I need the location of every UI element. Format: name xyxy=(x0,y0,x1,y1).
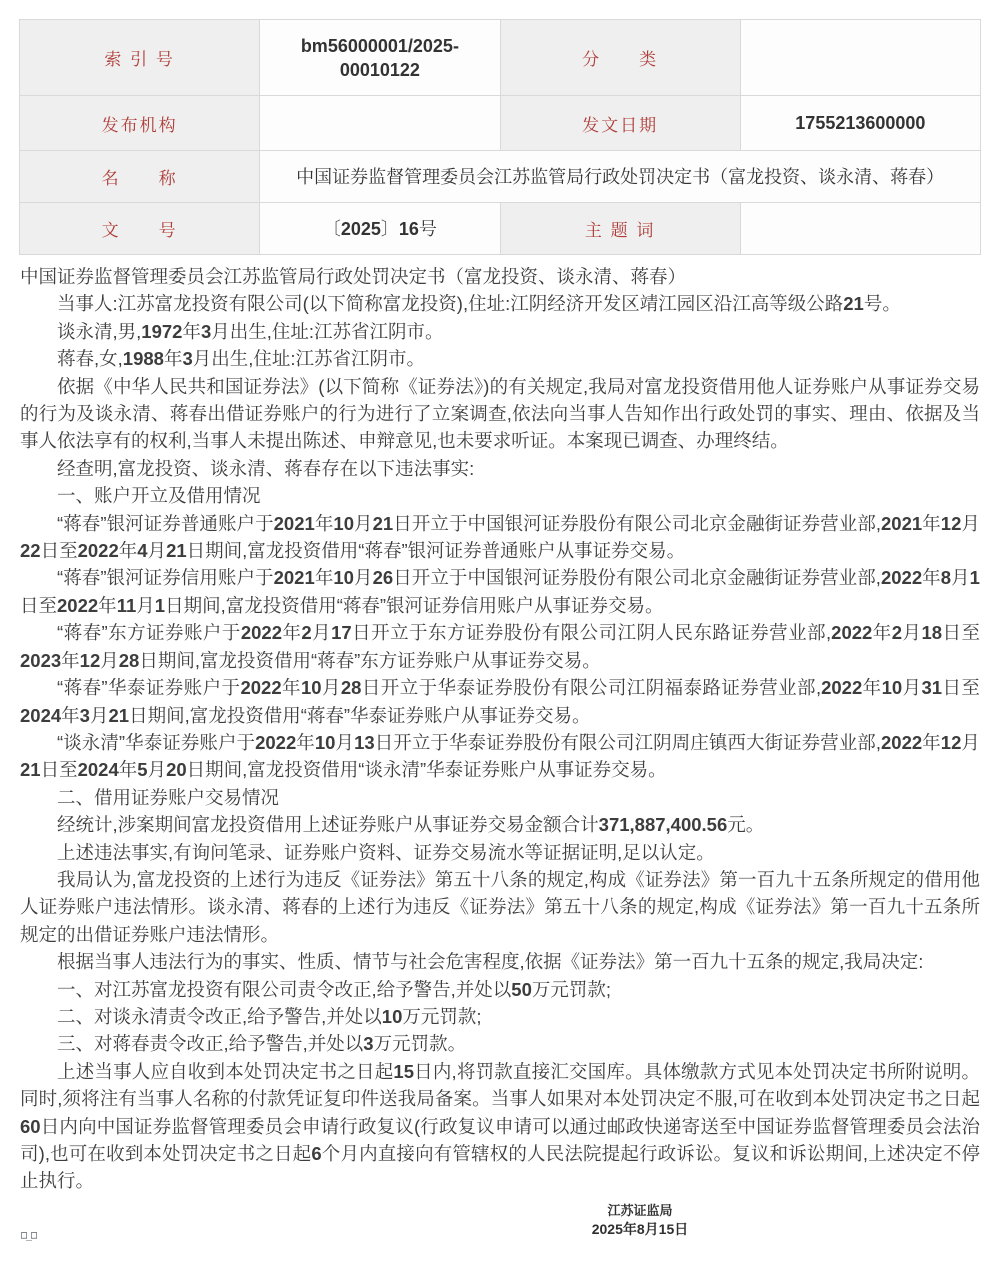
table-row xyxy=(20,151,981,203)
paragraph: “蒋春”银河证券普通账户于2021年10月21日开立于中国银河证券股份有限公司北京金融街证券营业部,2021年12月22日至2022年4月21日期间,富龙投资借用“蒋春”银河证券普通账户从事证券交易。 xyxy=(20,512,980,562)
paragraph: 一、账户开立及借用情况 xyxy=(57,485,261,507)
paragraph: 一、对江苏富龙投资有限公司责令改正,给予警告,并处以50万元罚款; xyxy=(57,978,612,1000)
issue-date-value: 1755213600000 xyxy=(740,96,980,151)
paragraph: “蒋春”东方证券账户于2022年2月17日开立于东方证券股份有限公司江阴人民东路证券营业部,2022年2月18日至2023年12月28日期间,富龙投资借用“蒋春”东方证券账户从事证券交易。 xyxy=(20,622,980,671)
paragraph: 二、对谈永清责令改正,给予警告,并处以10万元罚款; xyxy=(57,1005,482,1027)
title-value: 中国证券监督管理委员会江苏监管局行政处罚决定书（富龙投资、谈永清、蒋春） xyxy=(260,151,981,203)
title-label: 名 称 xyxy=(20,151,260,203)
signature-date: 2025年8月15日 xyxy=(591,1220,689,1237)
document-number-value: 〔2025〕16号 xyxy=(260,203,500,255)
document-number-label: 文 号 xyxy=(20,203,260,255)
paragraph: 上述当事人应自收到本处罚决定书之日起15日内,将罚款直接汇交国库。具体缴款方式见本处罚决定书所附说明。同时,须将注有当事人名称的付款凭证复印件送我局备案。当事人如果对本处罚决定不服,可在收到本处罚决定书之日起60日内向中国证券监督管理委员会申请行政复议(行政复议申请可以通过邮政快递寄送至中国证券监督管理委员会法治司),也可在收到本处罚决定书之日起6个月内直接向有管辖权的人民法院提起行政诉讼。复议和诉讼期间,上述决定不停止执行。 xyxy=(20,1060,980,1192)
table-row xyxy=(20,20,981,96)
signature-issuer: 江苏证监局 xyxy=(607,1202,673,1218)
table-row xyxy=(20,96,981,151)
signature-block xyxy=(280,1201,1000,1239)
category-value xyxy=(740,20,980,96)
issuing-agency-label: 发布机构 xyxy=(20,96,260,151)
paragraph: 当事人:江苏富龙投资有限公司(以下简称富龙投资),住址:江阴经济开发区靖江园区沿江高等级公路21号。 xyxy=(57,293,901,315)
paragraph: “蒋春”银河证券信用账户于2021年10月26日开立于中国银河证券股份有限公司北京金融街证券营业部,2022年8月1日至2022年11月1日期间,富龙投资借用“蒋春”银河证券信用账户从事证券交易。 xyxy=(20,567,980,616)
paragraph: 二、借用证券账户交易情况 xyxy=(57,786,280,808)
keywords-label: 主 题 词 xyxy=(500,203,740,255)
keywords-value xyxy=(740,203,980,255)
paragraph: 根据当事人违法行为的事实、性质、情节与社会危害程度,依据《证券法》第一百九十五条的规定,我局决定: xyxy=(57,951,924,973)
category-label: 分 类 xyxy=(500,20,740,96)
paragraph: “谈永清”华泰证券账户于2022年10月13日开立于华泰证券股份有限公司江阴周庄镇西大街证券营业部,2022年12月21日至2024年5月20日期间,富龙投资借用“谈永清”华泰证券账户从事证券交易。 xyxy=(20,731,980,781)
table-row xyxy=(20,203,981,255)
metadata-table xyxy=(19,19,981,255)
tofu-glyph-icon: □_□ xyxy=(21,1230,37,1241)
index-number-label: 索 引 号 xyxy=(20,20,260,96)
paragraph: 我局认为,富龙投资的上述行为违反《证券法》第五十八条的规定,构成《证券法》第一百九十五条所规定的借用他人证券账户违法情形。谈永清、蒋春的上述行为违反《证券法》第五十八条的规定,构成《证券法》第一百九十五条所规定的出借证券账户违法情形。 xyxy=(20,868,980,945)
paragraph: 依据《中华人民共和国证券法》(以下简称《证券法》)的有关规定,我局对富龙投资借用他人证券账户从事证券交易的行为及谈永清、蒋春出借证券账户的行为进行了立案调查,依法向当事人告知作出行政处罚的事实、理由、依据及当事人依法享有的权利,当事人未提出陈述、申辩意见,也未要求听证。本案现已调查、办理终结。 xyxy=(20,375,980,452)
index-number-value: bm56000001/2025-00010122 xyxy=(260,20,500,96)
paragraph: 谈永清,男,1972年3月出生,住址:江苏省江阴市。 xyxy=(57,320,444,342)
issue-date-label: 发文日期 xyxy=(500,96,740,151)
paragraph: 蒋春,女,1988年3月出生,住址:江苏省江阴市。 xyxy=(57,348,426,370)
paragraph: 经统计,涉案期间富龙投资借用上述证券账户从事证券交易金额合计371,887,400.56元。 xyxy=(57,814,765,836)
paragraph: 经查明,富龙投资、谈永清、蒋春存在以下违法事实: xyxy=(57,457,475,479)
paragraph: 中国证券监督管理委员会江苏监管局行政处罚决定书（富龙投资、谈永清、蒋春） xyxy=(20,266,687,287)
issuing-agency-value xyxy=(260,96,500,151)
document-body xyxy=(20,263,980,1195)
paragraph: 上述违法事实,有询问笔录、证券账户资料、证券交易流水等证据证明,足以认定。 xyxy=(57,841,715,863)
paragraph: “蒋春”华泰证券账户于2022年10月28日开立于华泰证券股份有限公司江阴福泰路证券营业部,2022年10月31日至2024年3月21日期间,富龙投资借用“蒋春”华泰证券账户从事证券交易。 xyxy=(20,677,980,726)
paragraph: 三、对蒋春责令改正,给予警告,并处以3万元罚款。 xyxy=(57,1033,467,1055)
